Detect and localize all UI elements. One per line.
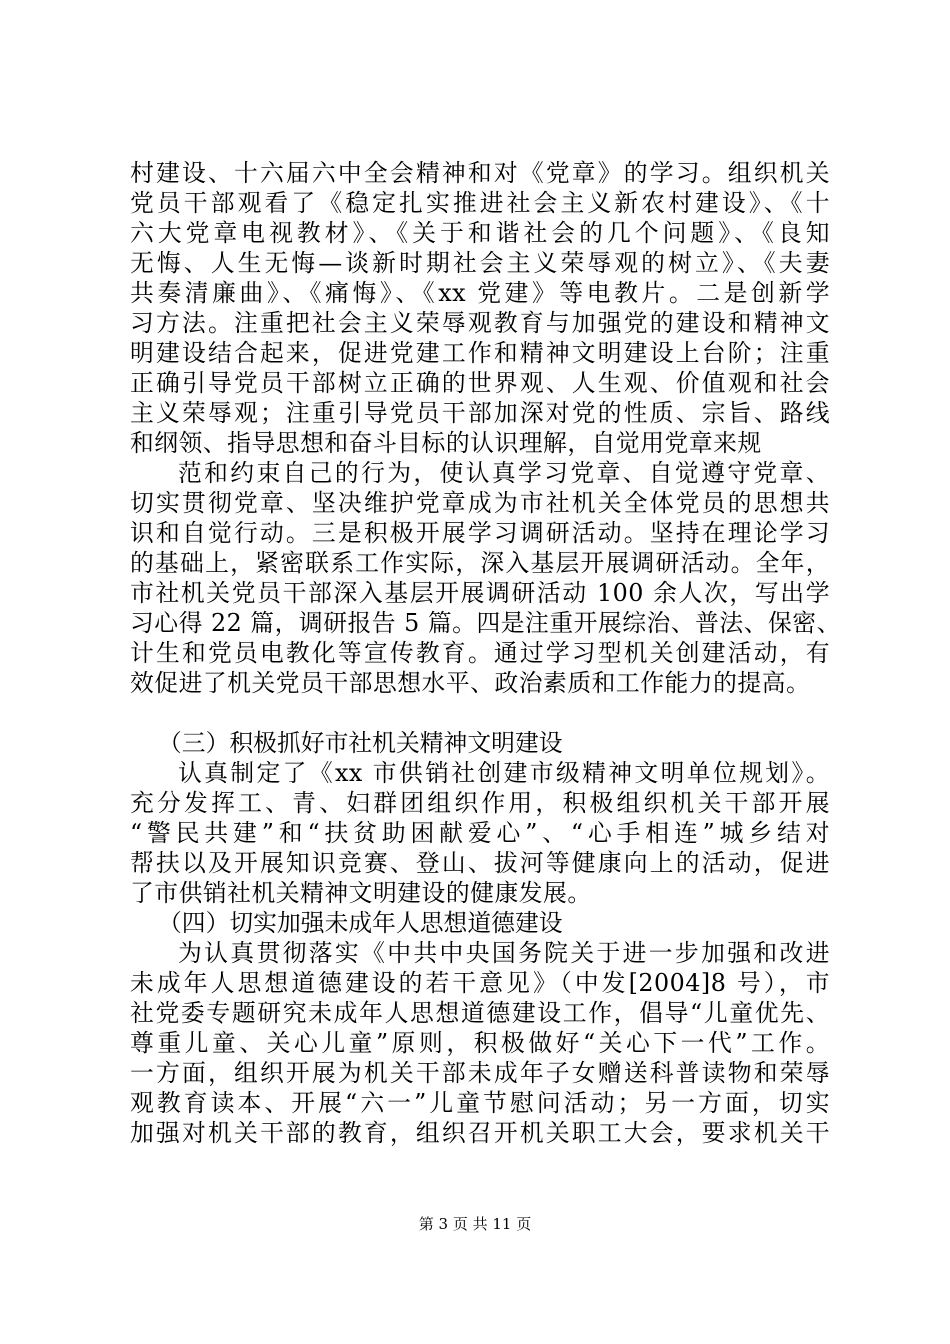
text-line: “警民共建”和“扶贫助困献爱心”、“心手相连”城乡结对: [130, 819, 830, 847]
text-line: 了市供销社机关精神文明建设的健康发展。: [130, 879, 592, 907]
paragraph-2: [130, 458, 841, 698]
section-3: [130, 728, 830, 908]
text-line: 加强对机关干部的教育，组织召开机关职工大会，要求机关干: [130, 1119, 830, 1147]
text-line: 为认真贯彻落实《中共中央国务院关于进一步加强和改进: [178, 939, 830, 967]
text-line: 村建设、十六届六中全会精神和对《党章》的学习。组织机关: [130, 159, 830, 187]
section-heading: （三）积极抓好市社机关精神文明建设: [158, 729, 563, 757]
text-line: 党员干部观看了《稳定扎实推进社会主义新农村建设》、《十: [130, 189, 830, 217]
text-line: 认真制定了《xx 市供销社创建市级精神文明单位规划》。: [178, 759, 830, 787]
text-line: 效促进了机关党员干部思想水平、政治素质和工作能力的提高。: [130, 669, 811, 697]
text-line: 习方法。注重把社会主义荣辱观教育与加强党的建设和精神文: [130, 309, 830, 337]
text-line: 识和自觉行动。三是积极开展学习调研活动。坚持在理论学习: [130, 519, 830, 547]
text-line: 未成年人思想道德建设的若干意见》（中发[2004]8 号），市: [130, 969, 830, 997]
page-number: 第 3 页 共 11 页: [418, 1215, 532, 1233]
section-heading: （四）切实加强未成年人思想道德建设: [158, 909, 563, 937]
text-line: 正确引导党员干部树立正确的世界观、人生观、价值观和社会: [130, 369, 830, 397]
text-line: 切实贯彻党章、坚决维护党章成为市社机关全体党员的思想共: [130, 489, 830, 517]
document-body: [130, 158, 841, 1148]
text-line: 习心得 22 篇，调研报告 5 篇。四是注重开展综治、普法、保密、: [130, 609, 841, 637]
text-line: 观教育读本、开展“六一”儿童节慰问活动；另一方面，切实: [130, 1089, 830, 1117]
page-footer: [0, 1214, 950, 1234]
section-4: [130, 908, 830, 1148]
paragraph-1: [130, 158, 830, 458]
text-line: 和纲领、指导思想和奋斗目标的认识理解，自觉用党章来规: [130, 429, 762, 457]
text-line: 帮扶以及开展知识竞赛、登山、拔河等健康向上的活动，促进: [130, 849, 830, 877]
text-line: 尊重儿童、关心儿童”原则，积极做好“关心下一代”工作。: [130, 1029, 830, 1057]
text-line: 共奏清廉曲》、《痛悔》、《xx 党建》等电教片。二是创新学: [130, 279, 830, 307]
text-line: 范和约束自己的行为，使认真学习党章、自觉遵守党章、: [178, 459, 830, 487]
text-line: 的基础上，紧密联系工作实际，深入基层开展调研活动。全年，: [130, 549, 830, 577]
text-line: 市社机关党员干部深入基层开展调研活动 100 余人次，写出学: [130, 579, 830, 607]
text-line: 明建设结合起来，促进党建工作和精神文明建设上台阶；注重: [130, 339, 830, 367]
text-line: 六大党章电视教材》、《关于和谐社会的几个问题》、《良知: [130, 219, 830, 247]
text-line: 充分发挥工、青、妇群团组织作用，积极组织机关干部开展: [130, 789, 830, 817]
text-line: 社党委专题研究未成年人思想道德建设工作，倡导“儿童优先、: [130, 999, 830, 1027]
text-line: 计生和党员电教化等宣传教育。通过学习型机关创建活动，有: [130, 639, 830, 667]
text-line: 一方面，组织开展为机关干部未成年子女赠送科普读物和荣辱: [130, 1059, 830, 1087]
text-line: 无悔、人生无悔—谈新时期社会主义荣辱观的树立》、《夫妻: [130, 249, 830, 277]
text-line: 主义荣辱观；注重引导党员干部加深对党的性质、宗旨、路线: [130, 399, 830, 427]
paragraph-spacer: [130, 698, 830, 728]
